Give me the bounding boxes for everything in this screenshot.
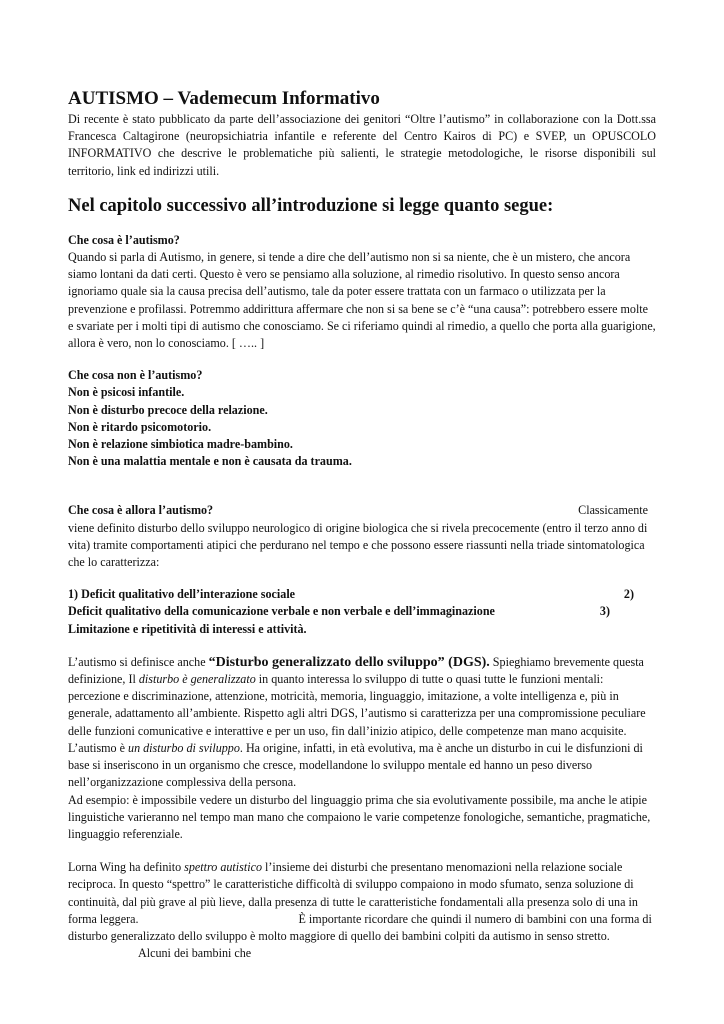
spectrum-paragraph [68, 859, 656, 962]
development-emphasis: un disturbo di sviluppo [128, 740, 240, 755]
triad-item-2: Deficit qualitativo della comunicazione verbale e non verbale e dell’immaginazione [68, 604, 495, 619]
spectrum-text: l’insieme dei disturbi che presentano menomazioni nella relazione sociale reciproca. In questo “spettro” le caratteristiche difficoltà di sviluppo compaiono in modo sfumato, senza soluzione di continuità, dal più grave al più lieve, dalla presenza di tutte le caratteristiche fondamentali alla presenza solo di una in forma leggera. [68, 860, 638, 926]
triad-number-2: 2) [623, 587, 634, 602]
spectrum-text: Alcuni dei bambini che [138, 946, 252, 961]
development-paragraph [68, 740, 656, 792]
not-list-item: Non è una malattia mentale e non è causata da trauma. [68, 454, 352, 469]
section-heading-what-is-not: Che cosa non è l’autismo? [68, 368, 203, 383]
spectrum-text: ricordare che quindi il numero di bambini con una forma di disturbo generalizzato dello sviluppo è molto maggiore di quello dei bambini colpiti da autismo in senso stretto. [68, 911, 652, 943]
triad-item-3: Limitazione e ripetitività di interessi e attività. [68, 621, 307, 636]
triad-row-2 [68, 603, 656, 620]
section-heading-row-then [68, 502, 656, 519]
example-paragraph: Ad esempio: è impossibile vedere un disturbo del linguaggio prima che sia evolutivamente possibile, ma anche le atipie linguistiche varieranno nel tempo man mano che compaiono le varie competenze fonologiche, semantiche, pragmatiche, linguaggio referenziale. [68, 792, 651, 841]
not-list-item: Non è relazione simbiotica madre-bambino. [68, 437, 293, 452]
section-heading-what-is-then: Che cosa è allora l’autismo? [68, 503, 214, 518]
section-body-what-is: Quando si parla di Autismo, in genere, si tende a dire che dell’autismo non si sa niente, che è un mistero, che ancora siamo lontani da dati certi. Questo è vero se pensiamo alla soluzione, al rimedio risolutivo. In questo senso ancora ignoriamo quale sia la causa precisa dell’autismo, tale da poter essere trattata con un farmaco o utilizzata per la prevenzione e profilassi. Potremmo addirittura affermare che non si sa bene se c’è “una causa”: potrebbero essere molte e svariate per i molti tipi di autismo che conosciamo. Se ci riferiamo quindi al rimedio, a quello che porta alla guarigione, allora è vero, non lo conosciamo. [ ….. ] [68, 250, 656, 351]
section-body-what-is-then: viene definito disturbo dello sviluppo neurologico di origine biologica che si rivela precocemente (entro il terzo anno di vita) tramite comportamenti atipici che perdurano nel tempo e che possono essere riassunti nella triade sintomatologica che lo caratterizza: [68, 520, 648, 570]
spectrum-text: È importante [298, 911, 362, 926]
dgs-emphasis: disturbo è generalizzato [138, 672, 256, 687]
section-heading-what-is: Che cosa è l’autismo? [68, 232, 180, 247]
dgs-term: “Disturbo generalizzato dello sviluppo” (DGS). [208, 654, 490, 670]
dgs-text: L’autismo si definisce anche [68, 654, 209, 669]
not-list-item: Non è ritardo psicomotorio. [68, 419, 212, 434]
triad-item-1: 1) Deficit qualitativo dell’interazione sociale [68, 587, 296, 602]
intro-paragraph: Di recente è stato pubblicato da parte dell’associazione dei genitori “Oltre l’autismo” in collaborazione con la Dott.ssa Francesca Caltagirone (neuropsichiatria infantile e referente del Centro Kairos di PC) e SVEP, un OPUSCOLO INFORMATIVO che descrive le problematiche più salienti, le strategie metodologiche, le risorse disponibili sul territorio, link ed indirizzi utili. [68, 112, 656, 178]
not-list-item: Non è disturbo precoce della relazione. [68, 402, 268, 417]
spectrum-text: Lorna Wing ha definito [68, 860, 185, 875]
triad-row-1 [68, 586, 656, 603]
document-title: AUTISMO – Vademecum Informativo [68, 88, 380, 109]
development-text: . Ha origine, infatti, in età evolutiva, ma è anche un disturbo in cui le disfunzioni di base si inseriscono in un organismo che cresce, modellandone lo sviluppo mentale ed hanno un peso diverso nell’organizzazione complessiva della persona. [68, 740, 643, 790]
not-list-item: Non è psicosi infantile. [68, 385, 185, 400]
dgs-paragraph [68, 654, 656, 740]
dgs-text: in quanto interessa lo sviluppo di tutte o quasi tutte le funzioni mentali: percezione e discriminazione, attenzione, motricità, memoria, linguaggio, imitazione, a volte intelligenza e, più in generale, adattamento all’ambiente. Rispetto agli altri DGS, l’autismo si caratterizza per una compromissione peculiare delle funzioni comunicative e interattive e per un uso, fin dall’inizio atipico, delle competenze man mano acquisite. [68, 672, 646, 738]
spectrum-emphasis: spettro autistico [184, 860, 262, 875]
not-list [68, 384, 656, 470]
dgs-text: Spieghiamo brevemente questa definizione, Il [68, 654, 644, 687]
triad-number-3: 3) [599, 604, 610, 619]
document-page [68, 88, 656, 962]
chapter-heading: Nel capitolo successivo all’introduzione si legge quanto segue: [68, 195, 554, 216]
development-text: L’autismo è [68, 740, 129, 755]
section-lead-word: Classicamente [578, 503, 648, 518]
